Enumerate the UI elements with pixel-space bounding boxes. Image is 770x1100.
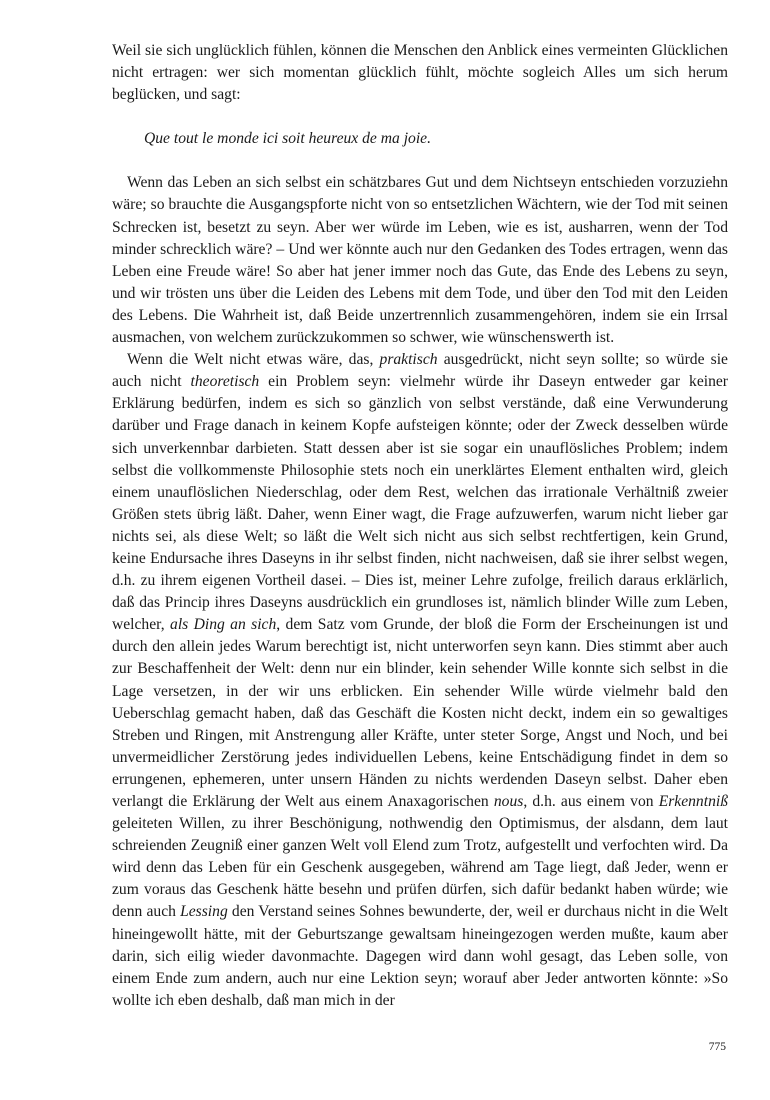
text-segment: Weil sie sich unglücklich fühlen, können die Menschen den Anblick eines vermeinten Glücklichen nicht ertragen: wer sich momentan glücklich fühlt, möchte sogleich Alles um sich herum beglücken, und sagt: [112, 42, 728, 104]
text-segment: , d.h. aus einem von [523, 793, 659, 810]
quote-text: Que tout le monde ici soit heureux de ma joie. [144, 130, 431, 148]
paragraph-world [112, 349, 728, 1012]
emphasis-nous: nous [493, 793, 524, 810]
emphasis-theoretisch: theoretisch [190, 373, 260, 391]
paragraph-intro [112, 40, 728, 106]
emphasis-lessing: Lessing [180, 903, 228, 921]
emphasis-praktisch: praktisch [379, 351, 438, 369]
text-segment: Wenn die Welt nicht etwas wäre, das, [127, 351, 380, 369]
text-segment: geleiteten Willen, zu ihrer Beschönigung, nothwendig den Optimismus, der alsdann, dem laut schreienden Zeugniß einer ganzen Welt voll Elend zum Trotz, aufgestellt und verfochten wird. Da wird denn das Leben für ein Geschenk ausgegeben, während am Tage liegt, daß Jeder, wenn er zum voraus das Geschenk hätte besehn und prüfen dürfen, sich dafür bedankt haben würde; wie denn auch [112, 815, 728, 921]
text-segment: den Verstand seines Sohnes bewunderte, der, weil er durchaus nicht in die Welt hineingewollt hätte, mit der Geburtszange gewaltsam hineingezogen werden mußte, kaum aber darin, sich eilig wieder davonmachte. Dagegen wird dann wohl gesagt, das Leben solle, von einem Ende zum andern, auch nur eine Lektion seyn; worauf aber Jeder antworten könnte: »So wollte ich eben deshalb, daß man mich in der [112, 903, 729, 1009]
quote-french [144, 128, 728, 150]
page-number: 775 [708, 1041, 726, 1053]
emphasis-ding-an-sich: als Ding an sich [170, 616, 277, 634]
text-segment: , dem Satz vom Grunde, der bloß die Form der Erscheinungen ist und durch den allein jedes Warum berechtigt ist, nicht unterworfen seyn kann. Dies stimmt aber auch zur Beschaffenheit der Welt: denn nur ein blinder, kein sehender Wille konnte sich selbst in die Lage versetzen, in der wir uns erblicken. Ein sehender Wille würde vielmehr bald den Ueberschlag gemacht haben, daß das Geschäft die Kosten nicht deckt, indem ein so gewaltiges Streben und Ringen, mit Anstrengung aller Kräfte, unter steter Sorge, Angst und Noch, und bei unvermeidlicher Zerstörung jedes individuellen Lebens, keine Entschädigung findet in dem so errungenen, ephemeren, unter unsern Händen zu nichts werdenden Daseyn selbst. Daher eben verlangt die Erklärung der Welt aus einem Anaxagorischen [112, 616, 729, 810]
text-segment: ein Problem seyn: vielmehr würde ihr Daseyn entweder gar keiner Erklärung bedürfen, indem es sich so gänzlich von selbst verstände, daß eine Verwunderung darüber und Frage danach in keinem Kopfe aufsteigen könnte; oder der Zweck desselben würde sich unverkennbar darbieten. Statt dessen aber ist sie sogar ein unauflösliches Problem; indem selbst die vollkommenste Philosophie stets noch ein unerklärtes Element enthalten wird, gleich einem unauflöslichen Niederschlag, oder dem Rest, welchen das irrationale Verhältniß zweier Größen stets übrig läßt. Daher, wenn Einer wagt, die Frage aufzuwerfen, warum nicht lieber gar nichts sei, als diese Welt; so läßt die Welt sich nicht aus sich selbst rechtfertigen, kein Grund, keine Endursache ihres Daseyns in ihr selbst finden, nicht nachweisen, daß sie ihrer selbst wegen, d.h. zu ihrem eigenen Vortheil dasei. – Dies ist, meiner Lehre zufolge, freilich daraus erklärlich, daß das Princip ihres Daseyns ausdrücklich ein grundloses ist, nämlich blinder Wille zum Leben, welcher, [112, 373, 728, 634]
emphasis-erkenntniss: Erkenntniß [658, 793, 728, 810]
paragraph-death [112, 172, 728, 349]
text-segment: Wenn das Leben an sich selbst ein schätzbares Gut und dem Nichtseyn entschieden vorzuziehn wäre; so brauchte die Ausgangspforte nicht von so entsetzlichen Wächtern, wie der Tod mit seinen Schrecken ist, besetzt zu seyn. Aber wer würde im Leben, wie es ist, ausharren, wenn der Tod minder schrecklich wäre? – Und wer könnte auch nur den Gedanken des Todes ertragen, wenn das Leben eine Freude wäre! So aber hat jener immer noch das Gute, das Ende des Lebens zu seyn, und wir trösten uns über die Leiden des Lebens mit dem Tode, und über den Tod mit den Leiden des Lebens. Die Wahrheit ist, daß Beide unzertrennlich zusammengehören, indem sie ein Irrsal ausmachen, von welchem zurückzukommen so schwer, wie wünschenswerth ist. [112, 174, 728, 347]
text-segment: ausgedrückt, nicht seyn sollte; so würde sie auch nicht [112, 351, 728, 391]
page-body [112, 40, 728, 1012]
